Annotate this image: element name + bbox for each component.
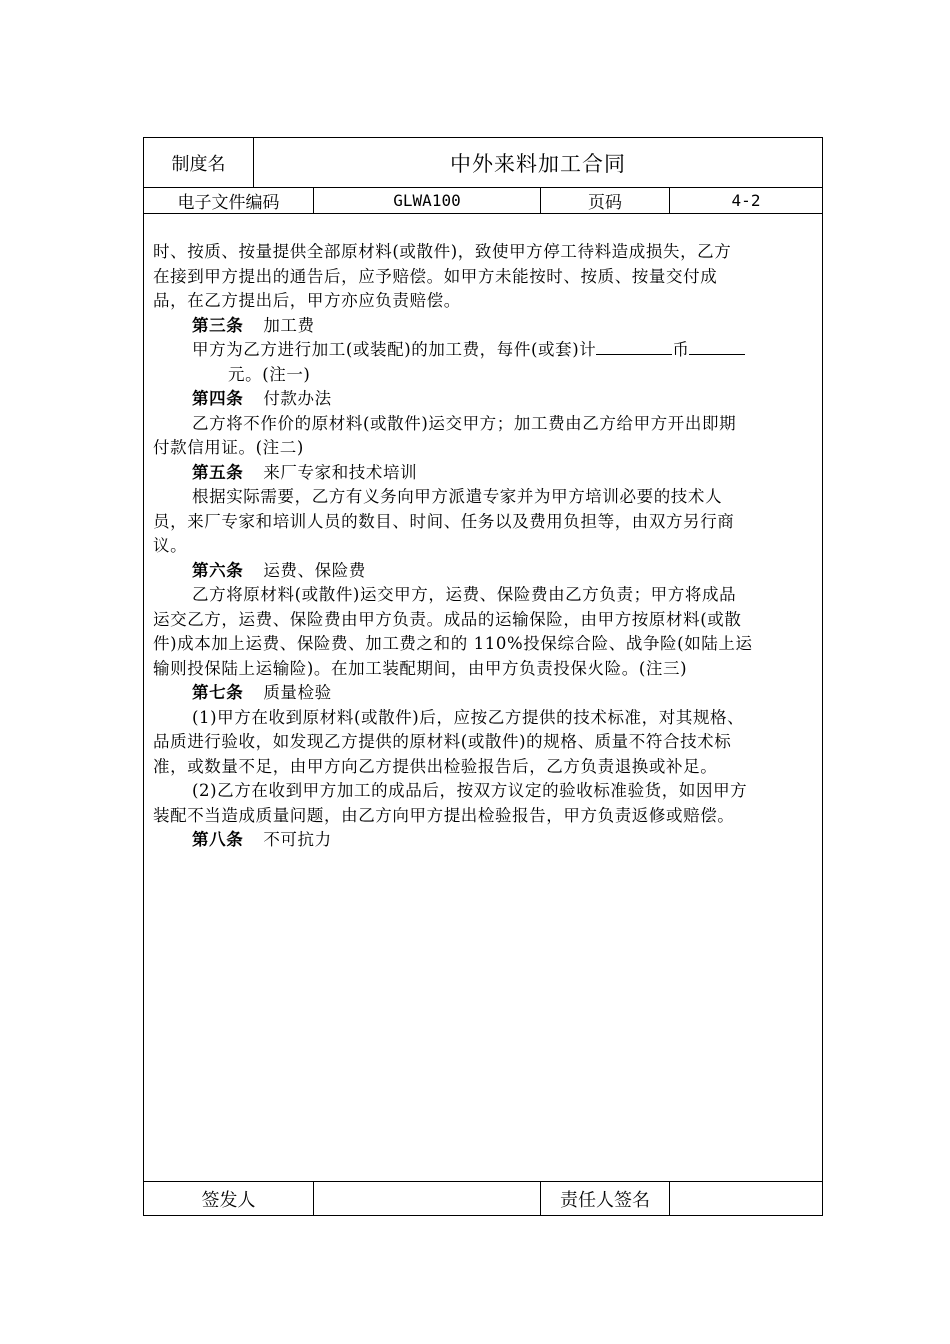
name-label: 制度名 [144,138,254,187]
paragraph-line: 员，来厂专家和培训人员的数目、时间、任务以及费用负担等，由双方另行商 [153,511,735,531]
article-title: 运费、保险费 [263,560,366,580]
issuer-label: 签发人 [144,1182,314,1215]
paragraph-line: 时、按质、按量提供全部原材料(或散件)，致使甲方停工待料造成损失，乙方 [153,242,732,261]
paragraph-line: 议。 [153,536,188,555]
paragraph-line: 甲方为乙方进行加工(或装配)的加工费，每件(或套)计 币 [153,338,813,363]
paragraph-line: 输则投保陆上运输险)。在加工装配期间，由甲方负责投保火险。(注三) [153,658,688,678]
article-title: 付款办法 [263,389,332,408]
paragraph-line: 品质进行验收，如发现乙方提供的原材料(或散件)的规格、质量不符合技术标 [153,732,732,751]
article-number: 第七条 [192,683,244,702]
amount-blank [596,338,672,355]
article-heading [153,461,813,486]
header-row-meta [144,188,822,214]
document-title: 中外来料加工合同 [450,151,626,176]
paragraph-line: 在接到甲方提出的通告后，应予赔偿。如甲方未能按时、按质、按量交付成 [153,266,718,286]
article-heading [153,314,813,339]
paragraph-line: 根据实际需要，乙方有义务向甲方派遣专家并为甲方培训必要的技术人 [192,487,723,506]
contract-text [153,240,813,853]
signer-label: 责任人签名 [541,1182,670,1215]
file-code-value: GLWA100 [314,188,541,213]
article-title: 不可抗力 [263,830,332,849]
page-value: 4-2 [731,191,761,210]
signer-value [670,1182,822,1215]
paragraph-line: 元。(注一) [228,364,311,384]
paragraph-line: 装配不当造成质量问题，由乙方向甲方提出检验报告，甲方负责返修或赔偿。 [153,805,735,825]
paragraph-line: 付款信用证。(注二) [153,438,304,457]
page-label: 页码 [541,188,670,213]
article-number: 第五条 [192,462,244,482]
file-code-label: 电子文件编码 [144,188,314,213]
paragraph-line: 准，或数量不足，由甲方向乙方提供出检验报告后，乙方负责退换或补足。 [153,756,718,776]
article-number: 第六条 [192,560,244,580]
article-title: 质量检验 [263,683,332,702]
article-title: 来厂专家和技术培训 [263,462,418,482]
currency-blank [689,338,745,355]
article-heading [153,387,813,412]
article-number: 第四条 [192,389,244,408]
paragraph-line: 乙方将不作价的原材料(或散件)运交甲方；加工费由乙方给甲方开出即期 [192,413,737,433]
paragraph-line: 品，在乙方提出后，甲方亦应负责赔偿。 [153,291,461,310]
article-heading [153,559,813,584]
paragraph-line: 乙方将原材料(或散件)运交甲方，运费、保险费由乙方负责；甲方将成品 [192,585,737,604]
paragraph-line: 件)成本加上运费、保险费、加工费之和的 110%投保综合险、战争险(如陆上运 [153,634,753,653]
article-title: 加工费 [263,315,315,335]
paragraph-line: (2)乙方在收到甲方加工的成品后，按双方议定的验收标准验货，如因甲方 [192,781,748,800]
paragraph-line: 运交乙方，运费、保险费由甲方负责。成品的运输保险，由甲方按原材料(或散 [153,609,742,629]
header-row-title [144,138,822,188]
signature-row [144,1182,822,1215]
article-heading [153,681,813,706]
article-number: 第八条 [192,830,244,849]
paragraph-line: (1)甲方在收到原材料(或散件)后，应按乙方提供的技术标准，对其规格、 [192,707,745,727]
article-heading [153,828,813,853]
article-number: 第三条 [192,315,244,335]
issuer-value [314,1182,541,1215]
